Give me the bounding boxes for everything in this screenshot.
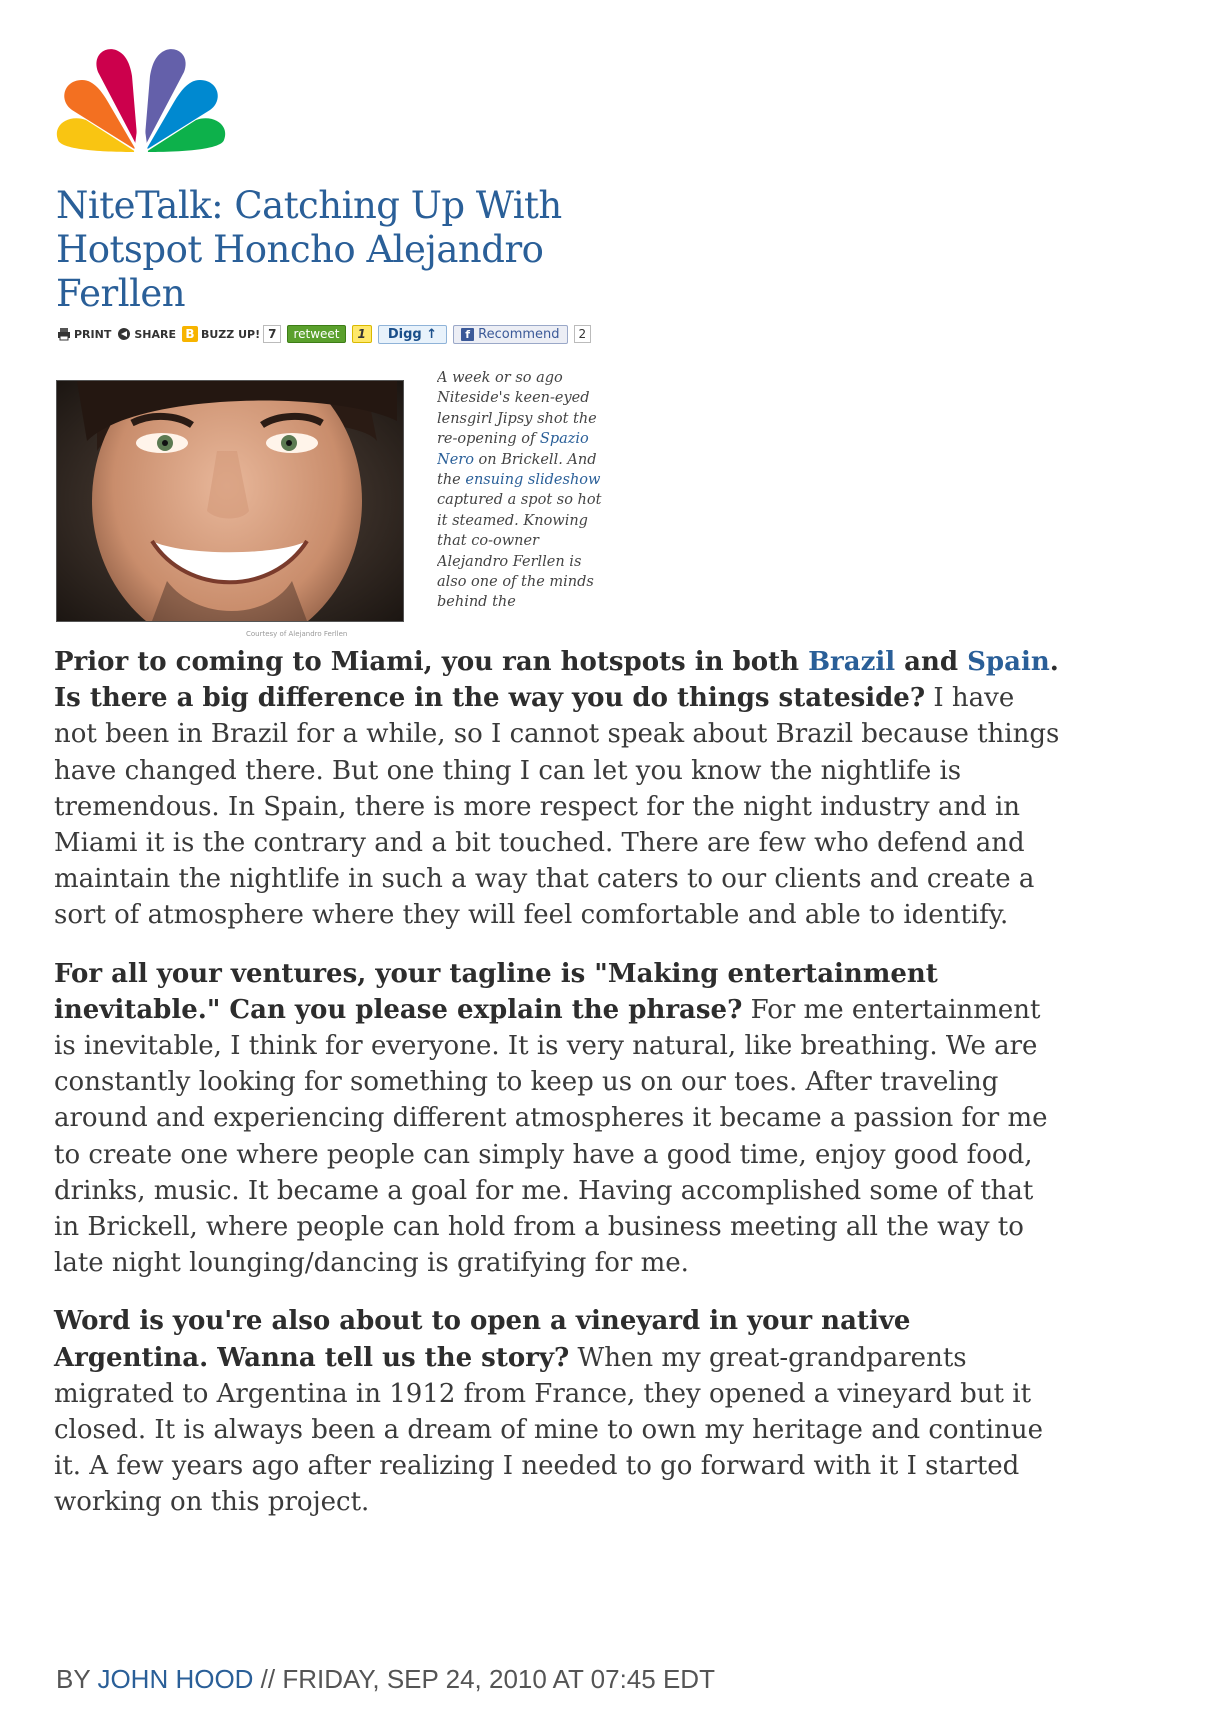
- facebook-icon: f: [461, 328, 474, 341]
- one-vote-button[interactable]: 1: [352, 325, 372, 343]
- qa-item: [54, 644, 1064, 934]
- digg-arrow-icon: ↑: [426, 326, 438, 342]
- teaser-text-2: on Brickell. And the: [437, 451, 597, 489]
- yahoo-buzz-icon: B: [182, 326, 198, 342]
- question: Word is you're also about to open a vineyard in your native Argentina. Wanna tell us the story?: [54, 1306, 911, 1373]
- buzz-up-button[interactable]: [182, 325, 281, 343]
- share-toolbar: [57, 322, 591, 346]
- answer: When my great-grandparents migrated to Argentina in 1912 from France, they opened a vineyard but it closed. It is always been a dream of mine to own my heritage and continue it. A few years ago after realizing I needed to go forward with it I started working on this project.: [54, 1342, 1043, 1518]
- article-title: NiteTalk: Catching Up With Hotspot Honcho Alejandro Ferllen: [56, 184, 562, 315]
- byline-prefix: BY: [56, 1664, 98, 1694]
- byline: [56, 1664, 715, 1695]
- author-link[interactable]: JOHN HOOD: [97, 1664, 254, 1694]
- qa-item: [54, 1303, 1064, 1520]
- answer: I have not been in Brazil for a while, so I cannot speak about Brazil because things have changed there. But one thing I can let you know the nightlife is tremendous. In Spain, there is more respect for the night industry and in Miami it is the contrary and a bit touched. There are few who defend and maintain the nightlife in such a way that caters to our clients and create a sort of atmosphere where they will feel comfortable and able to identify.: [54, 683, 1060, 931]
- question: For all your ventures, your tagline is "Making entertainment inevitable." Can you please explain the phrase?: [54, 958, 938, 1025]
- portrait-photo: [56, 380, 404, 622]
- spazio-nero-link[interactable]: Spazio Nero: [437, 431, 589, 468]
- article-teaser: [437, 368, 609, 630]
- share-button[interactable]: [117, 327, 176, 341]
- teaser-text-1: A week or so ago Niteside's keen-eyed lensgirl Jipsy shot the re-opening of: [437, 370, 597, 448]
- recommend-label: Recommend: [478, 326, 560, 342]
- digg-label: Digg: [387, 326, 422, 342]
- nbc-peacock-logo[interactable]: [52, 40, 230, 156]
- question-text: and: [895, 647, 968, 677]
- print-button[interactable]: [57, 327, 111, 341]
- question-text: Prior to coming to Miami, you ran hotspots in both: [54, 647, 809, 677]
- spain-link[interactable]: Spain: [967, 647, 1050, 677]
- answer: For me entertainment is inevitable, I think for everyone. It is very natural, like breathing. We are constantly looking for something to keep us on our toes. After traveling around and experiencing different atmospheres it became a passion for me to create one where people can simply have a good time, enjoy good food, drinks, music. It became a goal for me. Having accomplished some of that in Brickell, where people can hold from a business meeting all the way to late night lounging/dancing is gratifying for me.: [54, 994, 1048, 1279]
- photo-credit: Courtesy of Alejandro Ferllen: [246, 630, 348, 638]
- retweet-button[interactable]: retweet: [287, 325, 345, 343]
- brazil-link[interactable]: Brazil: [808, 647, 896, 677]
- print-icon: [57, 327, 71, 341]
- facebook-recommend-button[interactable]: [453, 325, 567, 344]
- slideshow-link[interactable]: ensuing slideshow: [465, 472, 601, 489]
- buzz-count: 7: [263, 325, 281, 343]
- question: [54, 647, 1059, 713]
- digg-button[interactable]: [378, 325, 447, 344]
- buzz-up-label: BUZZ UP!: [200, 327, 261, 341]
- byline-date: // FRIDAY, SEP 24, 2010 AT 07:45 EDT: [253, 1664, 715, 1694]
- teaser-text-3: captured a spot so hot it steamed. Knowing that co-owner Alejandro Ferllen is also one of the minds behind the: [437, 492, 602, 611]
- article-body: [54, 644, 1064, 1543]
- recommend-count: 2: [574, 325, 592, 343]
- print-label: PRINT: [74, 327, 112, 341]
- share-label: SHARE: [134, 327, 176, 341]
- qa-item: [54, 956, 1064, 1282]
- share-icon: [117, 327, 131, 341]
- question-text: . Is there a big difference in the way you do things stateside?: [54, 647, 1059, 714]
